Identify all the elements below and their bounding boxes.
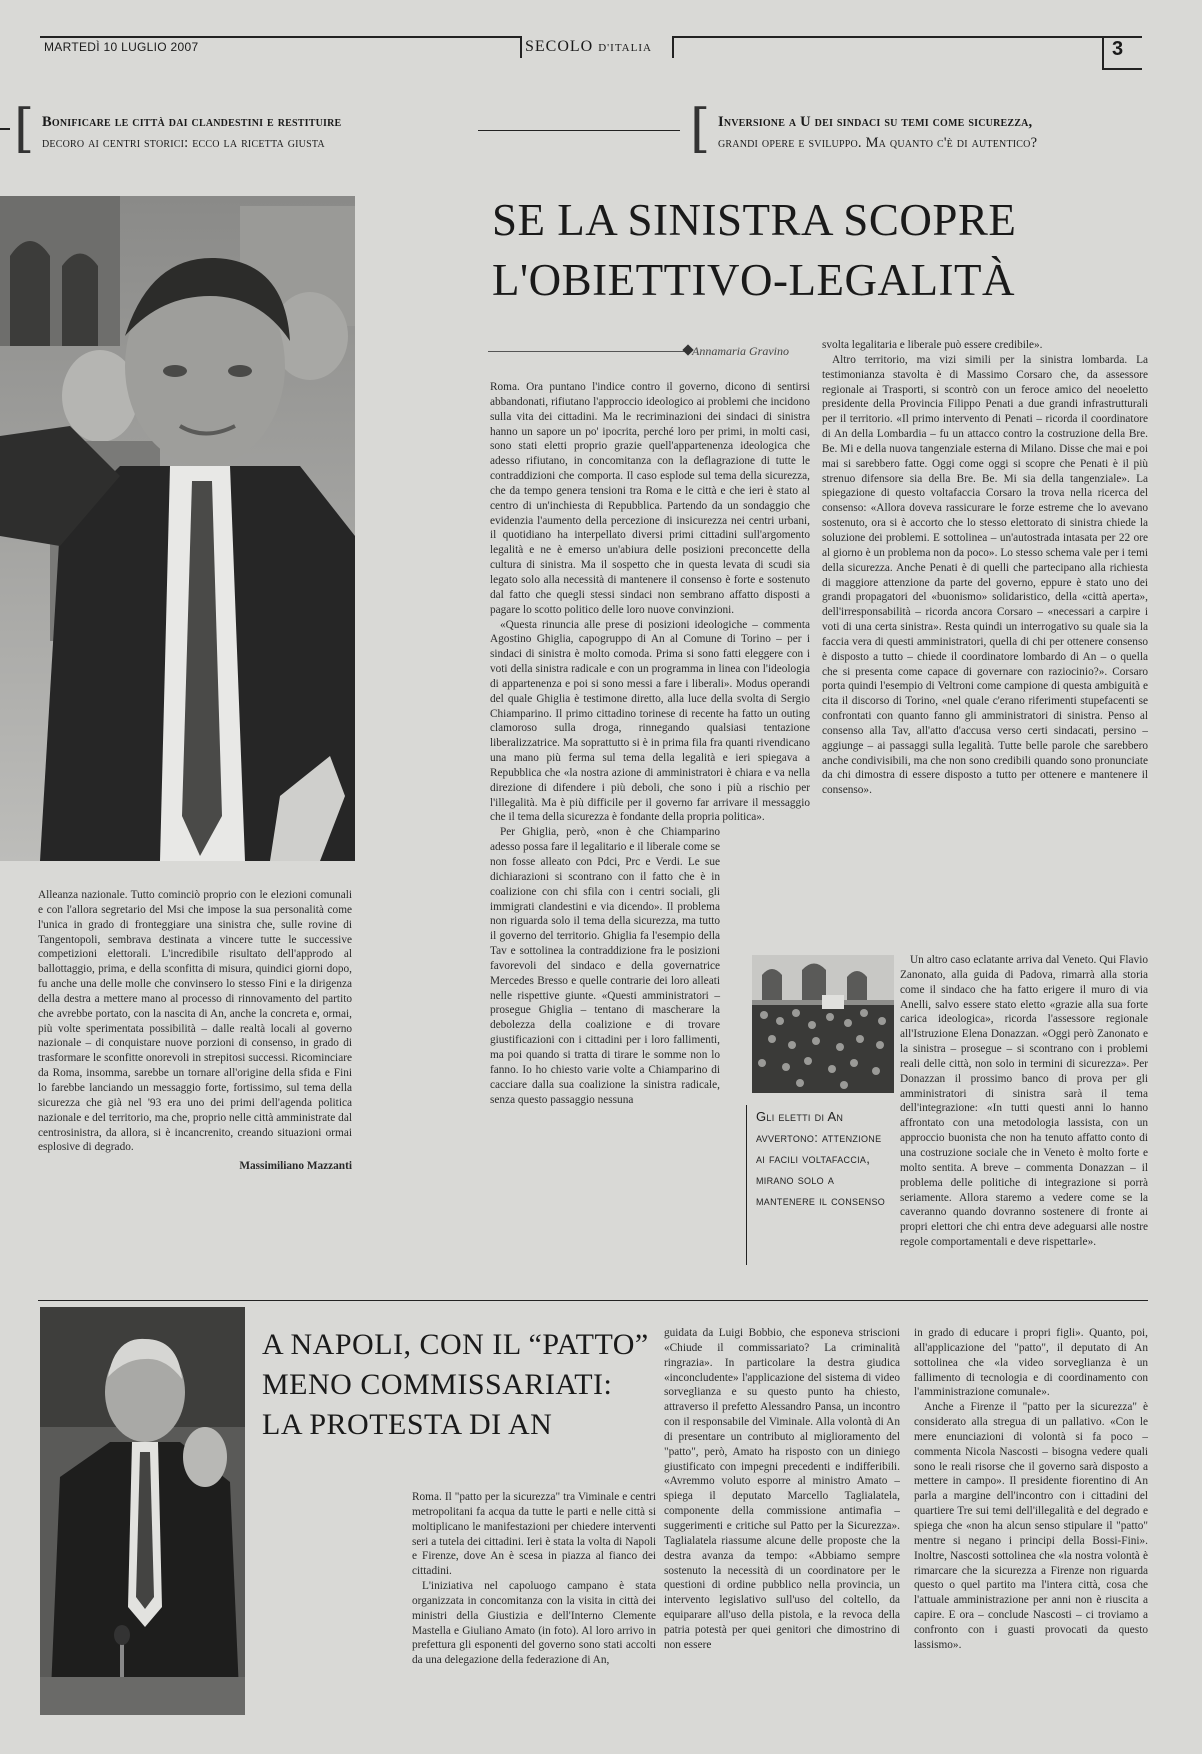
page-number-box-left xyxy=(1102,36,1104,70)
article2-paragraph2: L'iniziativa nel capoluogo campano è stata organizzata in concomitanza con la visita in città dei ministri della Giustizia e dell'Interno Clemente Mastella e Giuliano Amato (in foto). Al loro arrivo in prefettura gli esponenti del governo sono stati accolti da una delegazione della federazione di An, xyxy=(412,1580,656,1667)
kicker-left-bracket: [ xyxy=(14,99,35,159)
politician-photo xyxy=(0,196,355,861)
crowd-photo-illustration xyxy=(752,955,894,1093)
article1-column2 xyxy=(822,338,1148,953)
article2-column1 xyxy=(412,1490,656,1740)
header-rule-left xyxy=(40,36,520,38)
sidebar-paragraph: Alleanza nazionale. Tutto cominciò proprio con le elezioni comunali e con l'allora segretario del Msi che impose la sua personalità come l'unica in grado di fronteggiare una sinistra che, sulle rovine di Tangentopoli, sembrava destinata a vincere tutte le successive competizioni elettorali. L'incredibile risultato dell'approdo al ballottaggio, prima, e della sconfitta di misura, quindici giorni dopo, fu anche una delle molle che convinsero lo stesso Fini e la dirigenza della destra a mettere mano al processo di rinnovamento del partito che avrebbe portato, con la nascita di An, anche la concreta e, ormai, più volte sperimentata possibilità – dalle realtà locali al governo nazionale – di conquistare nuove porzioni di consenso, in grado di trasformare le sconfitte onorevoli in strepitosi successi. Ricominciare da Roma, insomma, sarebbe un tornare all'origine della sfida e Fini lo farebbe lanciando un messaggio forte, fortissimo, sul tema della sicurezza che già nel '93 era uno dei primi dell'agenda politica nazionale e del territorio, ma che, proprio nelle città amministrate dal centrosinistra, da allora, si è incancrenito, creando situazioni ormai esplosive di degrado. xyxy=(38,889,352,1154)
header-rule-right xyxy=(672,36,1102,38)
paper-name-main: SECOLO xyxy=(525,38,594,55)
article2-col2-paragraph: guidata da Luigi Bobbio, che esponeva striscioni «Chiude il commissariato? La criminalità ringrazia». In particolare la destra giudica «inconcludente» l'applicazione del sistema di video sorveglianza e su questo punto ha chiesto, attraverso il prefetto Alessandro Pansa, un incontro con il responsabile del Viminale. Alla volontà di An di presentare un contributo al miglioramento del "patto", però, Amato ha risposto con un diniego giustificato con impegni precedenti e indifferibili. «Avremmo voluto esporre al ministro Amato – spiega il deputato Marcello Taglialatela, componente della commissione antimafia – suggerimenti e critiche sul Patto per la Sicurezza». Taglialatela riassume alcune delle proposte che la destra avanza da tempo: «Abbiamo sempre sostenuto la necessità di un coordinatore per le questioni di ordine pubblico nella provincia, un intervento legislativo sull'uso del coltello, da equiparare all'uso della pistola, e la revoca della patria potestà per quei genitori che dimostrino di non essere xyxy=(664,1327,900,1651)
article1-paragraph3: Per Ghiglia, però, «non è che Chiamparino adesso possa fare il legalitario e il liberale come se non fosse alleato con Pdci, Prc e Verdi. Le sue dichiarazioni si scontrano con il fatto che è in coalizione con chi sfila con i centri sociali, gli immigrati clandestini e via dicendo». Il problema non riguarda solo il tema della sicurezza, ma tutto il governo del territorio. Ghiglia fa l'esempio della Tav e sottolinea la contraddizione fra le posizioni favorevoli del sindaco e della governatrice Mercedes Bresso e quelle contrarie dei loro alleati nelle rispettive giunte. «Questi amministratori – prosegue Ghiglia – tentano di mascherare la debolezza della coalizione e di trovare giustificazioni con i cittadini per i loro fallimenti, ma poi quando si tratta di tirare le somme non lo fanno. Io ho chiesto varie volte a Chiamparino di cacciare dalla sua coalizione la sinistra radicale, senza questo passaggio nessuna xyxy=(490,826,720,1106)
second-headline-line2: MENO COMMISSARIATI: xyxy=(262,1368,613,1401)
minister-photo xyxy=(40,1307,245,1715)
article1-col2-paragraph2: Altro territorio, ma vizi simili per la sinistra lombarda. La testimonianza stavolta è di Massimo Corsaro che, da assessore regionale ai Trasporti, si scontrò con un feroce amico del neoeletto presidente della Provincia Filippo Penati a due grandi infrastrutturali per il territorio. «Il primo intervento di Penati – ricorda il coordinatore di An della Lombardia – fu un attacco contro la costruzione della Bre. Be. Mi e della nuova tangenziale esterna di Milano. Disse che mai e poi mai si sarebbero fatte. Oggi come oggi si scopre che Penati è il più strenuo difensore sia della Bre. Be. Mi sia della tangenziale». La spiegazione di questo voltafaccia Corsaro la trova nella ricerca del consenso: «Allora doveva rassicurare le forze estreme che lo avevano sostenuto, ora si è accorto che lo stesso elettorato di sinistra chiede la soluzione dei problemi. E sottolinea – un'autostrada intasata per 22 ore al giorno è un problema non da poco». Lo stesso schema vale per i temi della sicurezza. Anche Penati è di quelli che partecipano alla richiesta di maggiore attenzione da parte del governo, eppure è stato uno dei grandi propagatori del «buonismo» solidaristico, della «città aperta», dell'irresponsabilità – ricorda ancora Corsaro – «necessari a carpire i voti di una certa sinistra». Resta quindi un interrogativo su quale sia la faccia vera di questi amministratori, quella di chi per ottenere consenso è disposto a tutto – chiede il coordinatore lombardo di An – o quella che si presenta come capace di governare con raziocinio?». Corsaro porta quindi l'esempio di Veltroni come campione di questa ambiguità e cita il discorso di Torino, «nel quale c'erano riferimenti stupefacenti se confrontati con quanto fanno gli amministratori di sinistra. Penso al consenso alla Tav, all'atto d'accusa verso certi sindacati, persino – aggiunge – ai passaggi sulla legalità. Tutte belle parole che sarebbero anche condivisibili, ma che non sono credibili quando sono pronunciate da chi dimostra di essere disposto a tutto per ottenere e mantenere il consenso». xyxy=(822,353,1148,797)
second-headline xyxy=(262,1325,662,1445)
kicker-left-line1: Bonificare le città dai clandestini e restituire xyxy=(42,114,342,130)
paper-name-suffix: D'ITALIA xyxy=(598,42,652,54)
article2-col3-paragraph2: Anche a Firenze il "patto per la sicurezza" è considerato alla stregua di un pallativo. «Con le mere enunciazioni di volontà si fa poco – commenta Nicola Nascosti – bisogna vedere quali sono le reali risorse che il governo sarà disposto a mettere in campo». Il presidente fiorentino di An parla a margine dell'incontro con i cittadini del quartiere Tre sui temi dell'illegalità e del degrado e spiega che «non ha alcun senso stipulare il "patto" mentre si negano i principi della Bossi-Fini». Inoltre, Nascosti sottolinea che «la nostra volontà è rimarcare che la sicurezza a Firenze non riguarda questo o quel partito ma l'intera città, cosa che l'attuale amministrazione per anni non è riuscita a capire. E ora – conclude Nascosti – ci troviamo a confronto con i guasti provocati da questo lassismo». xyxy=(914,1401,1148,1651)
page-number-box-bottom xyxy=(1102,68,1142,70)
article2-paragraph1: Roma. Il "patto per la sicurezza" tra Viminale e centri metropolitani fa acqua da tutte le parti e nelle città si moltiplicano le manifestazioni per chiedere interventi seri a tutela dei cittadini. Ieri è stata la volta di Napoli e Firenze, dove An è scesa in piazza al fianco dei cittadini. xyxy=(412,1491,656,1578)
newspaper-name xyxy=(525,38,652,56)
kicker-left xyxy=(42,112,472,154)
kicker-right-line2: grandi opere e sviluppo. Ma quanto c'è di autentico? xyxy=(718,135,1038,151)
byline: Annamaria Gravino xyxy=(692,344,789,358)
minister-photo-illustration xyxy=(40,1307,245,1715)
article2-column3 xyxy=(914,1326,1148,1740)
main-headline xyxy=(492,190,1182,310)
main-headline-line2: L'OBIETTIVO-LEGALITÀ xyxy=(492,255,1015,305)
article1-col2-paragraph3: Un altro caso eclatante arriva dal Veneto. Qui Flavio Zanonato, alla guida di Padova, rimarrà alla storia come il sindaco che ha fatto erigere il muro di via Anelli, salvo essere stato eletto «grazie alla sua forte carica ideologica», ricorda l'assessore regionale all'Istruzione Elena Donazzan. «Oggi però Zanonato e la sinistra – prosegue – si scontrano con i problemi reali delle città, non solo in termini di sicurezza». Per Donazzan il prossimo banco di prova per gli amministratori di sinistra sarà il tema dell'integrazione: «In tutti questi anni lo hanno affrontato con una metodologia lassista, con un approccio buonista che non ha tenuto affatto conto di una costruzione sociale che in Veneto è molto forte e molto sentita. A breve – commenta Donazzan – il problema delle politiche di integrazione si porrà seriamente. Allora staremo a vedere come se la caveranno quando dovranno sostenere di fronte ai propri elettori che chi entra deve adeguarsi alle nostre regole comportamentali e deve rispettarle». xyxy=(900,954,1148,1249)
article1-column2-lower xyxy=(900,953,1148,1263)
kicker-right xyxy=(718,112,1168,154)
header-divider-right xyxy=(672,36,674,58)
kicker-right-bracket: [ xyxy=(690,99,711,159)
page-number: 3 xyxy=(1112,38,1124,60)
main-headline-line1: SE LA SINISTRA SCOPRE xyxy=(492,195,1017,245)
politician-photo-illustration xyxy=(0,196,355,861)
article1-paragraph1: Roma. Ora puntano l'indice contro il governo, dicono di sentirsi abbandonati, rifiutano l'approccio ideologico ai problemi che incidono sulla vita dei cittadini. Ma le recriminazioni dei sindaci di sinistra hanno un sapore un po' ipocrita, perché loro per primi, in molti casi, sono stati eletti proprio grazie quell'appartenenza ideologica che adesso rifiutano, in concomitanza con la deflagrazione di tutte le contraddizioni che comporta. Il caso esplode sul tema della sicurezza, che da tempo genera tensioni tra Roma e le città e che ieri è stato al centro di un'inchiesta di Repubblica. Partendo da un sondaggio che evidenzia l'aumento della percezione di insicurezza nei centri urbani, il quotidiano ha interpellato diversi primi cittadini sull'argomento legalità e ne è emerso un'abiura delle posizioni preconcette della cultura di sinistra. Ma il sospetto che in questa levata di scudi sia legato solo alla necessità di mantenere il consenso è forte e sostenuto dal fatto che quegli stessi sindaci non sembrano affatto disposti a pagare lo scotto politico delle loro nuove convinzioni. xyxy=(490,381,810,616)
second-headline-line3: LA PROTESTA DI AN xyxy=(262,1408,553,1441)
byline-rule xyxy=(488,351,688,352)
kicker-left-tick xyxy=(0,128,10,130)
article2-col3-paragraph1: in grado di educare i propri figli». Quanto, poi, all'applicazione del "patto", il deputato di An sottolinea che «la video sorveglianza è un fallimento di tecnologia e di coordinamento con l'amministrazione comunale». xyxy=(914,1327,1148,1399)
caption-rule xyxy=(746,1105,747,1265)
article1-paragraph2: «Questa rinuncia alle prese di posizioni ideologiche – commenta Agostino Ghiglia, capogruppo di An al Comune di Torino – per i sindaci di sinistra è molto comoda. Prima si sono fatti eleggere con i voti della sinistra radicale e con un programma in linea con l'ideologia di appartenenza e poi si sono messi a fare i liberali». Modus operandi del quale Ghiglia è testimone diretto, alla luce della svolta di Sergio Chiamparino. Il primo cittadino torinese di recente ha fatto un outing clamoroso sulla droga, rinnegando qualsiasi tentazione liberalizzatrice. Ma soprattutto si è in prima fila fra quanti rivendicano una mano più ferma sul tema della legalità e ieri spiegava a Repubblica che «la nostra azione di amministratori è chiara e va nella direzione di difendere i più deboli, che sono i più a rischio per l'illegalità. Ma è più difficile per il governo far arrivare il messaggio che il tema della sicurezza è fondante della propria politica». xyxy=(490,618,810,824)
section-separator xyxy=(38,1300,1148,1301)
header-divider-left xyxy=(520,36,522,58)
crowd-photo xyxy=(752,955,894,1093)
kicker-left-line2: decoro ai centri storici: ecco la ricetta giusta xyxy=(42,135,325,151)
photo-caption: Gli eletti di An avvertono: attenzione ai facili voltafaccia, mirano solo a mantenere il consenso xyxy=(756,1109,886,1208)
kicker-center-rule xyxy=(478,130,680,131)
sidebar-column xyxy=(38,888,352,1268)
kicker-right-line1: Inversione a U dei sindaci su temi come sicurezza, xyxy=(718,114,1033,130)
sidebar-signature: Massimiliano Mazzanti xyxy=(239,1160,352,1173)
article2-column2 xyxy=(664,1326,900,1740)
second-headline-line1: A NAPOLI, CON IL “PATTO” xyxy=(262,1328,649,1361)
issue-date: MARTEDÌ 10 LUGLIO 2007 xyxy=(44,40,199,54)
article1-col2-paragraph1: svolta legalitaria e liberale può essere credibile». xyxy=(822,339,1043,351)
